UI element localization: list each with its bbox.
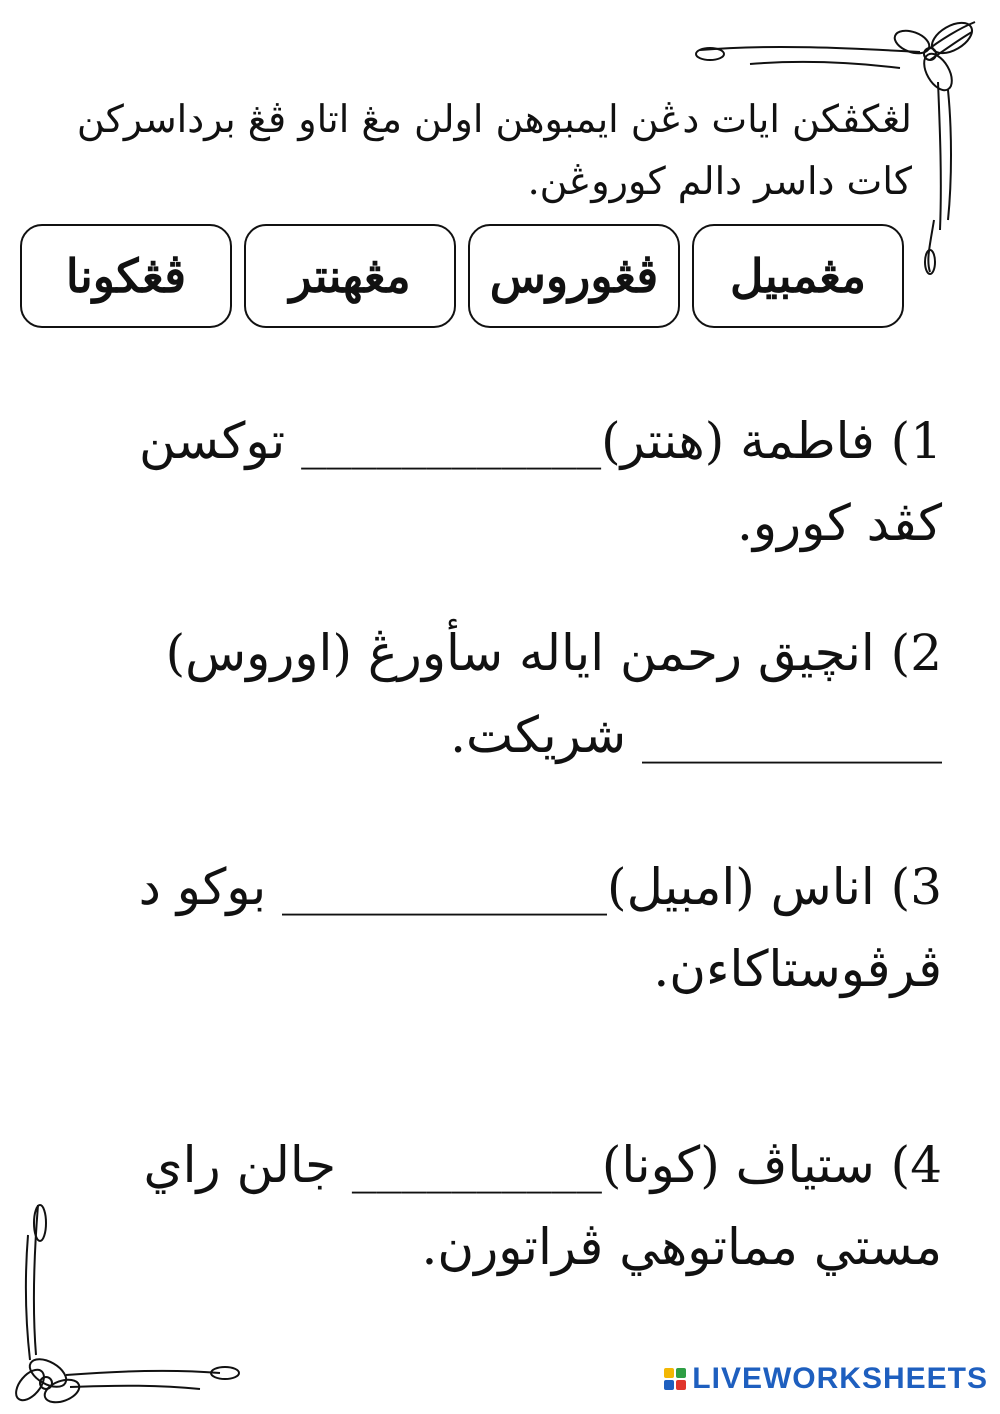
question-number: 1) bbox=[890, 412, 942, 470]
question-line-1: انچيق رحمن اياله سأورڠ (اوروس) bbox=[165, 624, 875, 682]
question-line-2: ڤرڤوستاكاءن. bbox=[653, 940, 942, 998]
question-number: 2) bbox=[890, 624, 942, 682]
word-bank bbox=[20, 224, 904, 328]
question-number: 3) bbox=[890, 858, 942, 916]
question-4 bbox=[82, 1124, 942, 1288]
question-1 bbox=[82, 400, 942, 564]
liveworksheets-logo-icon bbox=[664, 1368, 686, 1390]
question-number: 4) bbox=[890, 1136, 942, 1194]
instruction-line-1: لڠكڤكن ايات دڠن ايمبوهن اولن مڠ اتاو ڤڠ برداسركن bbox=[76, 97, 912, 141]
question-line-1[interactable]: فاطمة (هنتر)____________ توكسن bbox=[138, 412, 875, 470]
question-line-1[interactable]: ستياڤ (كونا)__________ جالن راي bbox=[143, 1136, 875, 1194]
word-box-1[interactable]: مڠمبيل bbox=[692, 224, 904, 328]
question-line-1[interactable]: اناس (امبيل)_____________ بوكو د bbox=[138, 858, 875, 916]
word-box-2[interactable]: ڤڠوروس bbox=[468, 224, 680, 328]
question-line-2: مستي مماتوهي ڤراتورن. bbox=[421, 1218, 942, 1276]
instruction-line-2: كات داسر دالم كوروڠن. bbox=[527, 159, 912, 203]
question-2 bbox=[82, 612, 942, 776]
question-line-2: كڤد كورو. bbox=[736, 494, 942, 552]
question-3 bbox=[82, 846, 942, 1010]
liveworksheets-brand[interactable] bbox=[664, 1362, 988, 1396]
instruction-text bbox=[72, 88, 912, 212]
word-box-4[interactable]: ڤڠكونا bbox=[20, 224, 232, 328]
question-line-2[interactable]: ____________ شريكت. bbox=[450, 706, 942, 764]
brand-text: LIVEWORKSHEETS bbox=[692, 1362, 988, 1395]
word-box-3[interactable]: مڠهنتر bbox=[244, 224, 456, 328]
